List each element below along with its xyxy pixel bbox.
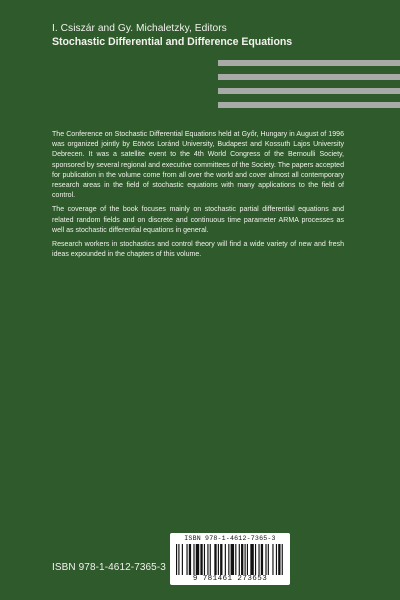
- barcode-isbn-label: ISBN 978-1-4612-7365-3: [184, 535, 276, 542]
- decorative-stripe: [218, 102, 400, 108]
- barcode-bar: [196, 544, 199, 575]
- description: [52, 130, 344, 264]
- barcode-bar: [268, 544, 269, 575]
- barcode-bar: [231, 544, 234, 575]
- barcode: [170, 533, 290, 585]
- barcode-bar: [239, 544, 240, 575]
- decorative-stripe: [218, 88, 400, 94]
- barcode-bar: [200, 544, 202, 575]
- barcode-bar: [245, 544, 246, 575]
- barcode-bar: [261, 544, 263, 575]
- barcode-bar: [210, 544, 211, 575]
- barcode-bar: [214, 544, 216, 575]
- editors-line: I. Csiszár and Gy. Michaletzky, Editors: [52, 23, 227, 34]
- barcode-digits: 9 781461 273653: [192, 575, 268, 583]
- description-paragraph: Research workers in stochastics and control theory will find a wide variety of new and fresh ideas expounded in the chapters of this volume.: [52, 241, 344, 259]
- barcode-bar: [193, 544, 194, 575]
- barcode-bar: [282, 544, 283, 575]
- barcode-bar: [272, 544, 273, 575]
- barcode-bar: [276, 544, 277, 575]
- barcode-bar: [176, 544, 177, 575]
- barcode-bar: [228, 544, 229, 575]
- barcode-bar: [225, 544, 226, 575]
- barcode-bar: [255, 544, 256, 575]
- barcode-bar: [250, 544, 253, 575]
- barcode-bars: [176, 544, 284, 575]
- decorative-stripe: [218, 60, 400, 66]
- description-paragraph: The coverage of the book focuses mainly on stochastic partial differential equations and related random fields and on discrete and continuous time parameter ARMA processes as well as stochastic differential equations in general.: [52, 206, 344, 234]
- barcode-bar: [278, 544, 280, 575]
- description-paragraph: The Conference on Stochastic Differential Equations held at Győr, Hungary in August of 1996 was organized jointly by Eötvös Loránd University, Budapest and Kossuth Lajos University Debrecen. It was a satellite event to the 4th World Congress of the Bernoulli Society, sponsored by several regional and executive committees of the Society. The papers accepted for publication in the volume come from all over the world and cover almost all contemporary research areas in the field of stochastic equations with many applications to the field of control.: [52, 131, 344, 200]
- barcode-bar: [235, 544, 236, 575]
- barcode-bar: [218, 544, 219, 575]
- isbn-text: ISBN 978-1-4612-7365-3: [52, 562, 166, 573]
- barcode-bar: [241, 544, 243, 575]
- barcode-bar: [189, 544, 191, 575]
- barcode-bar: [220, 544, 222, 575]
- barcode-bar: [247, 544, 248, 575]
- barcode-bar: [265, 544, 266, 575]
- book-title: Stochastic Differential and Difference Equations: [52, 36, 293, 48]
- barcode-bar: [178, 544, 179, 575]
- decorative-stripe: [218, 74, 400, 80]
- barcode-bar: [186, 544, 187, 575]
- barcode-bar: [207, 544, 208, 575]
- barcode-bar: [204, 544, 205, 575]
- barcode-bar: [182, 544, 183, 575]
- barcode-bar: [258, 544, 259, 575]
